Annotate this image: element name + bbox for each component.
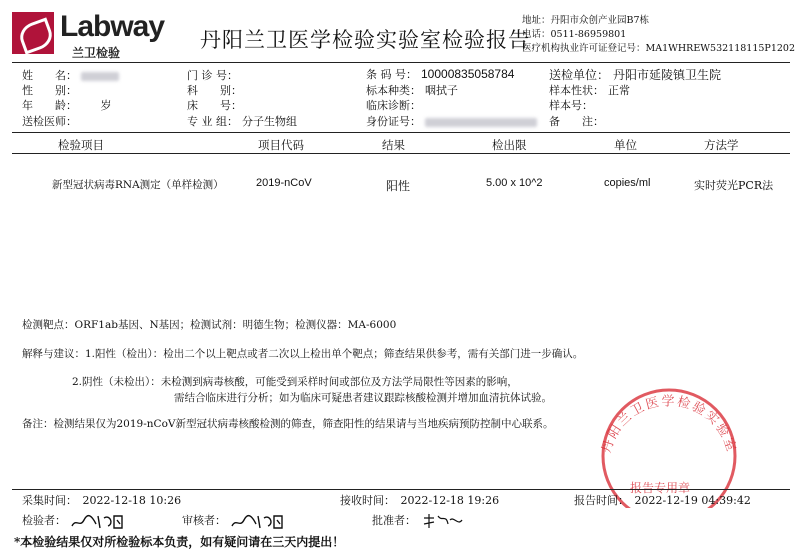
phone-text: 电话：0511-86959801 <box>522 29 627 40</box>
clinic-label: 门 诊 号： <box>187 69 238 82</box>
dept-label: 科 别： <box>187 84 242 97</box>
col-header-unit: 单位 <box>614 138 637 152</box>
remark-field <box>549 113 604 129</box>
sample-type-value: 咽拭子 <box>425 84 458 97</box>
table-header-divider <box>12 153 790 154</box>
unit-label: 送检单位： <box>549 68 610 82</box>
sample-no-field <box>549 97 593 113</box>
reviewer-field <box>182 512 302 530</box>
sample-prop-label: 样本性状： <box>549 84 604 97</box>
svg-text:丹阳兰卫医学检验实验室 <box>599 394 739 455</box>
bed-field <box>187 97 242 113</box>
collect-time: 采集时间： 2022-12-18 10:26 <box>22 494 182 507</box>
doctor-label: 送检医师： <box>22 115 77 128</box>
reviewer-signature <box>230 512 302 530</box>
interpretation-negative-2: 需结合临床进行分析；如为临床可疑患者建议跟踪核酸检测并增加血清抗体试验。 <box>174 392 552 404</box>
col-header-item: 检验项目 <box>58 138 104 152</box>
approver-label: 批准者： <box>372 514 416 527</box>
unit-field <box>549 66 721 83</box>
clinic-field <box>187 67 238 83</box>
idcard-label: 身份证号： <box>366 115 421 128</box>
col-header-limit: 检出限 <box>492 138 527 152</box>
idcard-redacted <box>425 118 537 127</box>
report-time: 报告时间： 2022-12-19 04:39:42 <box>574 494 751 507</box>
contact-block <box>522 14 795 56</box>
name-label: 姓 名： <box>22 69 77 82</box>
idcard-field <box>366 113 537 129</box>
group-field <box>187 113 297 129</box>
diagnosis-field <box>366 97 421 113</box>
address-text: 地址：丹阳市众创产业园B7栋 <box>522 15 650 26</box>
logo-subtitle: 兰卫检验 <box>72 46 121 60</box>
dept-field <box>187 82 242 98</box>
tester-field <box>22 512 142 530</box>
gender-label: 性 别： <box>22 84 77 97</box>
report-title: 丹阳兰卫医学检验实验室检验报告 <box>200 28 530 52</box>
unit-value: 丹阳市延陵镇卫生院 <box>613 68 722 82</box>
sample-prop-field <box>549 82 630 98</box>
age-label: 年 龄： <box>22 99 77 112</box>
interpretation-positive: 解释与建议：1.阳性（检出）：检出二个以上靶点或者二次以上检出单个靶点；筛查结果供参考，需有关部门进一步确认。 <box>22 348 584 360</box>
remark-label: 备 注： <box>549 115 604 128</box>
cell-unit: copies/ml <box>604 177 651 189</box>
disclaimer-text: *本检验结果仅对所检验标本负责，如有疑问请在三天内提出！ <box>14 535 345 549</box>
report-seal <box>590 388 748 508</box>
tester-signature <box>70 512 142 530</box>
doctor-field <box>22 113 77 129</box>
group-label: 专 业 组： <box>187 115 238 128</box>
cell-limit: 5.00 x 10^2 <box>486 177 543 189</box>
approver-signature <box>420 512 492 530</box>
name-redacted <box>81 72 119 81</box>
gender-field <box>22 82 77 98</box>
cell-item: 新型冠状病毒RNA测定（单样检测） <box>52 179 224 191</box>
tester-label: 检验者： <box>22 514 66 527</box>
col-header-result: 结果 <box>382 138 405 152</box>
seal-center-text: 报告专用章 <box>630 481 691 495</box>
header-divider <box>12 62 790 63</box>
sample-type-label: 标本种类： <box>366 84 421 97</box>
sample-prop-value: 正常 <box>608 84 630 97</box>
cell-code: 2019-nCoV <box>256 177 312 189</box>
barcode-value: 10000835058784 <box>421 67 515 81</box>
remark-note: 备注：检测结果仅为2019-nCoV新型冠状病毒核酸检测的筛查，筛查阳性的结果请与当地疾病预防控制中心联系。 <box>22 418 554 430</box>
table-top-divider <box>12 132 790 133</box>
col-header-code: 项目代码 <box>258 138 304 152</box>
target-note: 检测靶点：ORF1ab基因、N基因；检测试剂：明德生物；检测仪器：MA-6000 <box>22 319 397 331</box>
bed-label: 床 号： <box>187 99 242 112</box>
approver-field <box>372 512 492 530</box>
col-header-method: 方法学 <box>704 138 739 152</box>
sample-type-field <box>366 82 458 98</box>
receive-time: 接收时间： 2022-12-18 19:26 <box>340 494 500 507</box>
reviewer-label: 审核者： <box>182 514 226 527</box>
sample-no-label: 样本号： <box>549 99 593 112</box>
cell-method: 实时荧光PCR法 <box>694 179 774 192</box>
barcode-field <box>366 66 514 82</box>
diagnosis-label: 临床诊断： <box>366 99 421 112</box>
logo-brand: Labway <box>60 10 165 43</box>
barcode-label: 条 码 号： <box>366 68 417 81</box>
seal-ring-text: 丹阳兰卫医学检验实验室 <box>599 394 739 456</box>
name-field <box>22 67 119 83</box>
group-value: 分子生物组 <box>242 115 297 128</box>
license-text: 医疗机构执业许可证登记号：MA1WHREW532118115P1202 <box>522 43 796 54</box>
age-field <box>22 97 112 113</box>
age-unit: 岁 <box>100 99 112 112</box>
cell-result: 阳性 <box>386 179 411 193</box>
logo-mark-icon <box>12 12 54 54</box>
footer-divider <box>12 489 790 490</box>
interpretation-negative-1: 2.阴性（未检出）：未检测到病毒核酸，可能受到采样时间或部位及方法学局限性等因素的影响， <box>72 376 518 388</box>
labway-logo <box>12 10 172 58</box>
